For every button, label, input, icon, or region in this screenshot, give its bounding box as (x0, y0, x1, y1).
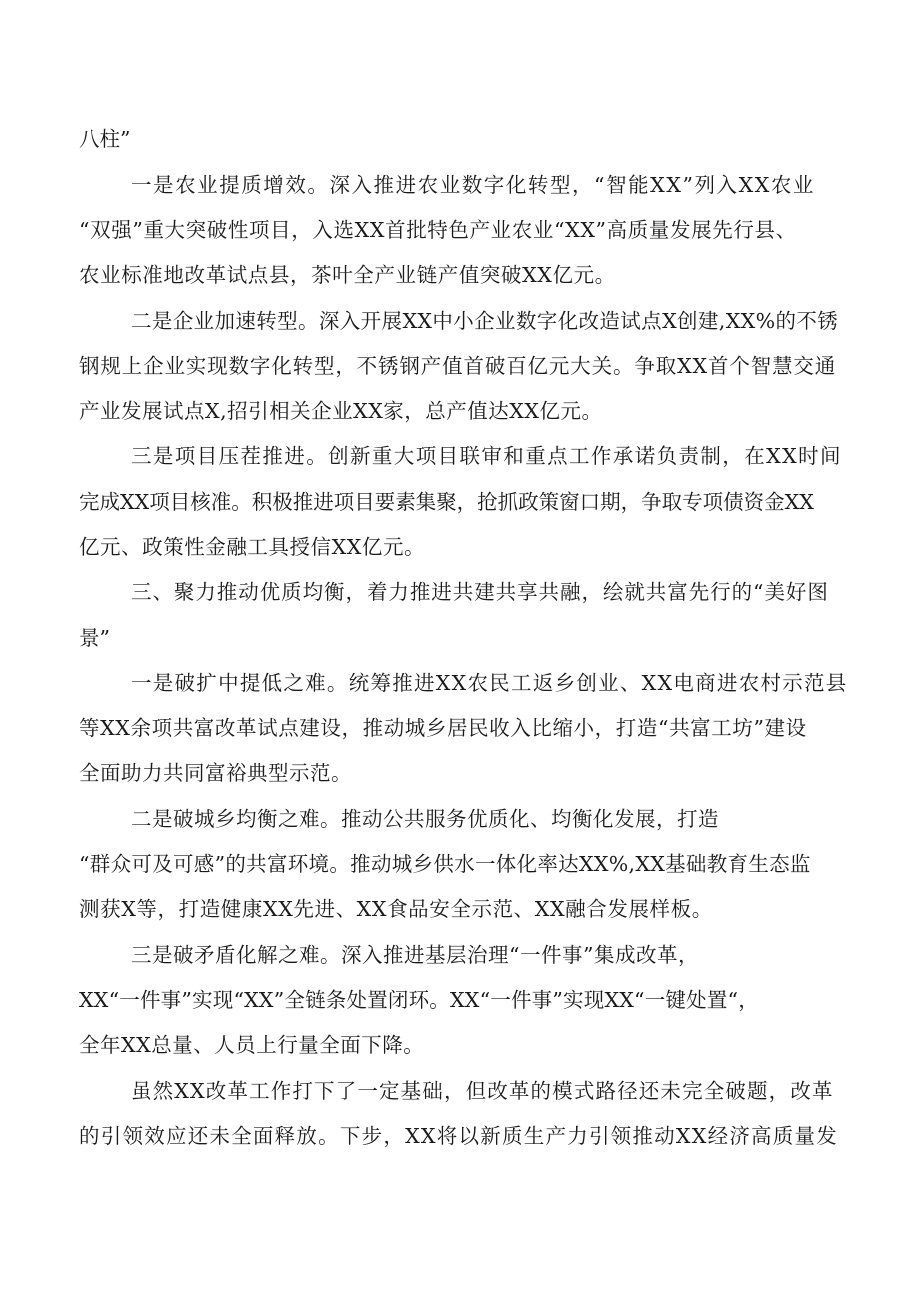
text-line: XX“一件事”实现“XX”全链条处置闭环。XX“一件事”实现XX“一键处置“， (79, 988, 759, 1012)
text-line: 二是企业加速转型。深入开展XX中小企业数字化改造试点X创建,XX%的不锈 (131, 309, 839, 333)
text-line: 亿元、政策性金融工具授信XX亿元。 (79, 535, 426, 559)
text-line: 等XX余项共富改革试点建设，推动城乡居民收入比缩小，打造“共富工坊”建设 (79, 716, 807, 740)
text-line: 钢规上企业实现数字化转型，不锈钢产值首破百亿元大关。争取XX首个智慧交通 (79, 354, 837, 378)
text-line: 完成XX项目核准。积极推进项目要素集聚，抢抓政策窗口期，争取专项债资金XX (79, 490, 814, 514)
text-line: 的引领效应还未全面释放。下步，XX将以新质生产力引领推动XX经济高质量发 (79, 1124, 839, 1148)
section-heading-line: 景” (79, 626, 110, 650)
text-line: 产业发展试点X,招引相关企业XX家，总产值达XX亿元。 (79, 399, 603, 423)
text-line: 全面助力共同富裕典型示范。 (79, 761, 352, 785)
text-line: “群众可及可感”的共富环境。推动城乡供水一体化率达XX%,XX基础教育生态监 (79, 852, 811, 876)
text-line: “双强”重大突破性项目，入选XX首批特色产业农业“XX”高质量发展先行县、 (79, 218, 797, 242)
text-line: 全年XX总量、人员上行量全面下降。 (79, 1033, 425, 1057)
text-line: 三是项目压茬推进。创新重大项目联审和重点工作承诺负责制，在XX时间 (131, 444, 842, 468)
text-line: 二是破城乡均衡之难。推动公共服务优质化、均衡化发展，打造 (131, 807, 719, 831)
text-line: 八柱” (79, 127, 131, 151)
text-line: 三是破矛盾化解之难。深入推进基层治理“一件事”集成改革， (131, 943, 699, 967)
text-line: 农业标准地改革试点县，茶叶全产业链产值突破XX亿元。 (79, 263, 616, 287)
text-line: 一是农业提质增效。深入推进农业数字化转型，“智能XX”列入XX农业 (131, 173, 815, 197)
text-line: 一是破扩中提低之难。统筹推进XX农民工返乡创业、XX电商进农村示范县 (131, 671, 848, 695)
text-line: 虽然XX改革工作打下了一定基础，但改革的模式路径还未完全破题，改革 (131, 1079, 834, 1103)
section-heading-line: 三、聚力推动优质均衡，着力推进共建共享共融，绘就共富先行的“美好图 (131, 580, 829, 604)
text-line: 测获X等，打造健康XX先进、XX食品安全示范、XX融合发展样板。 (79, 897, 713, 921)
